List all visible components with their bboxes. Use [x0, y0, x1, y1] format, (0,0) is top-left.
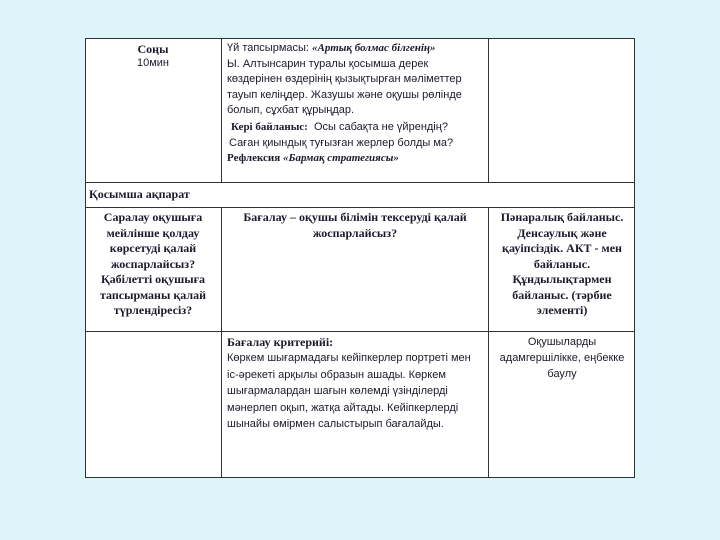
- feedback-question-1: Осы сабақта не үйрендің?: [313, 121, 448, 133]
- differentiation-question: Саралау оқушыға мейлінше қолдау көрсетуді қалай жоспарлайсыз? Қабілетті оқушыға тапсырманы қалай түрлендіресіз?: [99, 210, 207, 317]
- additional-info-label: Қосымша ақпарат: [89, 187, 190, 201]
- end-stage-time: 10мин: [136, 57, 170, 69]
- reflection-label: Рефлексия: [227, 152, 283, 164]
- row-divider-3: [85, 331, 635, 332]
- row-divider-1: [85, 182, 635, 183]
- lesson-plan-table: [85, 38, 635, 478]
- reflection-title: «Бармақ стратегиясы»: [282, 152, 399, 164]
- homework-block: [227, 41, 485, 119]
- homework-title: «Артық болмас білгенің»: [312, 42, 436, 54]
- table-border-right: [634, 38, 635, 478]
- feedback-question-2: Саған қиындық туғызған жерлер болды ма?: [229, 136, 454, 149]
- table-border-bottom: [85, 477, 635, 478]
- homework-text: Ы. Алтынсарин туралы қосымша дерек көздерінен өздерінің қызықтырған мәліметтер тауып келіңдер. Жазушы және оқушы рөлінде болып, сұхбат құрыңдар.: [227, 57, 462, 116]
- homework-prefix: Үй тапсырмасы:: [227, 42, 313, 54]
- table-border-top: [85, 38, 635, 39]
- row-divider-2: [85, 207, 635, 208]
- feedback-label: Кері байланыс:: [231, 121, 308, 133]
- feedback-block: [227, 120, 489, 167]
- criteria-text: Көркем шығармадағы кейіпкерлер портреті мен іс-әрекеті арқылы образын ашады. Көркем шығармалардан шағын көлемді үзінділерді мәнерлеп оқып, жатқа айтады. Кейіпкерлерді шынайы өмірмен салыстырып бағалайды.: [227, 352, 471, 430]
- assessment-question: Бағалау – оқушы білімін тексеруді қалай жоспарлайсыз?: [243, 210, 467, 240]
- table-border-left: [85, 38, 86, 478]
- criteria-label: Бағалау критерийі:: [227, 335, 334, 349]
- col-divider-2b: [488, 207, 489, 478]
- end-stage-title: Соңы: [137, 42, 169, 56]
- col-divider-1a: [221, 38, 222, 182]
- values-text: Оқушыларды адамгершілікке, еңбекке баулу: [499, 336, 625, 380]
- col-divider-1b: [221, 207, 222, 478]
- cross-curricular-links: Пәнаралық байланыс. Денсаулық және қауіпсіздік. АКТ - мен байланыс. Құндылықтармен байланыс. (тәрбие элементі): [500, 210, 624, 317]
